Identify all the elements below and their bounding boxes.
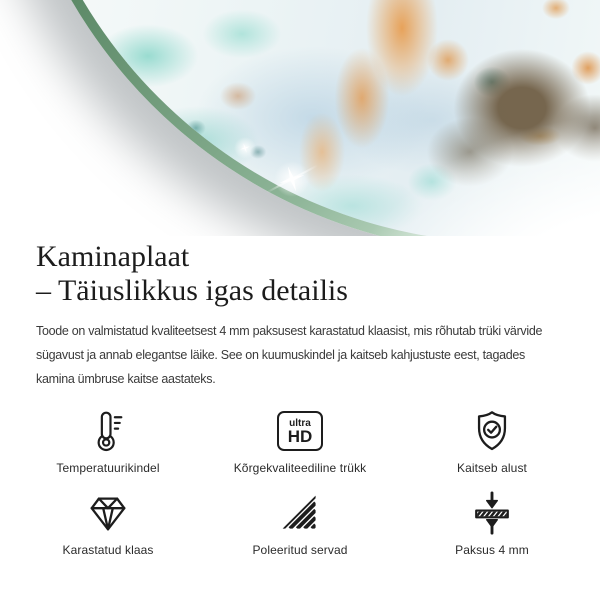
diamond-icon xyxy=(85,489,131,537)
feature-tempered-glass xyxy=(12,489,204,557)
shield-check-icon xyxy=(469,407,515,455)
sparkle-ray xyxy=(266,165,318,194)
feature-temperature-resistant xyxy=(12,407,204,475)
glass-plate-edge xyxy=(3,0,600,236)
sparkle-star xyxy=(276,163,309,196)
description-line: sügavust ja annab elegantse läike. See on kuumuskindel ja kaitseb kahjustuste eest, tagades xyxy=(36,348,526,362)
thermometer-icon xyxy=(86,407,130,455)
feature-label: Kaitseb alust xyxy=(456,461,527,475)
thickness-icon xyxy=(469,489,515,537)
sparkle-icon xyxy=(279,166,305,192)
product-description-section xyxy=(0,236,600,557)
title-line-2: – Täiuslikkus igas detailis xyxy=(36,274,348,307)
feature-thickness xyxy=(396,489,588,557)
ultra-hd-text-bottom: HD xyxy=(287,426,313,446)
description-line: Toode on valmistatud kvaliteetsest 4 mm paksusest karastatud klaasist, mis rõhutab trüki värvide xyxy=(36,324,543,338)
sparkle-star xyxy=(239,142,252,155)
ultra-hd-box xyxy=(277,411,323,451)
feature-label: Kõrgekvaliteediline trükk xyxy=(233,461,367,475)
features-grid xyxy=(0,407,600,557)
feature-label: Karastatud klaas xyxy=(62,543,154,557)
ultra-hd-icon xyxy=(277,407,323,455)
title-line-1: Kaminaplaat xyxy=(36,240,190,273)
sparkle-icon xyxy=(240,143,250,153)
product-hero-image xyxy=(0,0,600,236)
feature-protects-base xyxy=(396,407,588,475)
feature-label: Temperatuurikindel xyxy=(56,461,160,475)
feature-label: Poleeritud servad xyxy=(252,543,348,557)
marble-artwork xyxy=(13,0,600,236)
product-description xyxy=(36,319,564,391)
feature-label: Paksus 4 mm xyxy=(455,543,529,557)
ultra-hd-text-top: ultra xyxy=(289,417,311,429)
feature-high-quality-print xyxy=(204,407,396,475)
page-title xyxy=(36,240,564,308)
feature-polished-edges xyxy=(204,489,396,557)
glass-plate xyxy=(13,0,600,236)
polished-edges-icon xyxy=(278,489,322,537)
description-line: kamina ümbruse kaitse aastateks. xyxy=(36,372,216,386)
